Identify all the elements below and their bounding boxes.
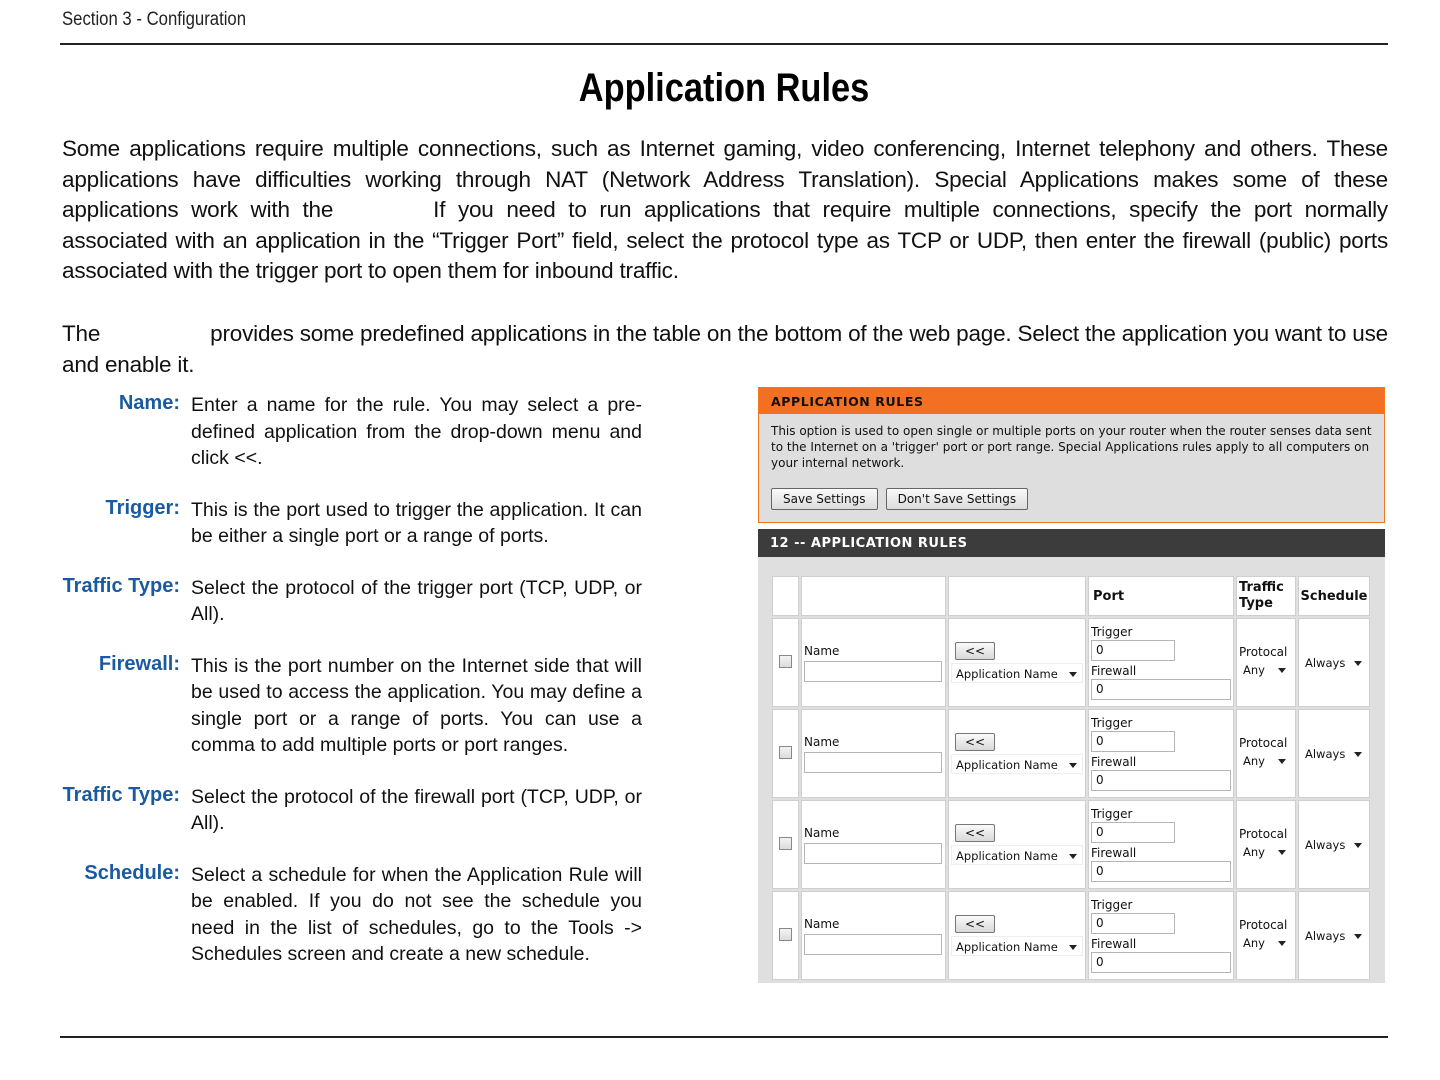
- protocol-value: Any: [1243, 936, 1265, 950]
- definition-schedule: [62, 862, 642, 968]
- dropdown-arrow-icon: [1354, 661, 1362, 666]
- trigger-port-input[interactable]: 0: [1091, 822, 1175, 843]
- firewall-port-input[interactable]: 0: [1091, 861, 1231, 882]
- trigger-port-input[interactable]: 0: [1091, 731, 1175, 752]
- dropdown-arrow-icon: [1278, 759, 1286, 764]
- copy-application-button[interactable]: <<: [955, 642, 995, 660]
- protocol-label: Protocal: [1239, 736, 1288, 750]
- router-screenshot: [758, 387, 1385, 983]
- page-title: Application Rules: [578, 66, 870, 110]
- definition-text: Select the protocol of the firewall port (TCP, UDP, or All).: [191, 785, 642, 834]
- firewall-port-input[interactable]: 0: [1091, 770, 1231, 791]
- column-port: Port: [1088, 576, 1234, 616]
- rule-enable-checkbox[interactable]: [779, 837, 792, 850]
- dropdown-arrow-icon: [1069, 854, 1077, 859]
- dropdown-arrow-icon: [1354, 934, 1362, 939]
- firewall-label: Firewall: [1091, 846, 1137, 860]
- bottom-rule: [60, 1036, 1388, 1038]
- rule-enable-checkbox[interactable]: [779, 655, 792, 668]
- panel-title: APPLICATION RULES: [759, 388, 1384, 414]
- table-row: [772, 800, 1370, 889]
- application-name-value: Application Name: [956, 849, 1058, 863]
- schedule-select[interactable]: [1301, 744, 1367, 764]
- intro-paragraph-1: [62, 134, 1388, 287]
- panel-description: This option is used to open single or multiple ports on your router when the router senses data sent to the Internet on a 'trigger' port or port range. Special Applications rules apply to all computers on your internal network.: [771, 424, 1372, 470]
- trigger-port-input[interactable]: 0: [1091, 640, 1175, 661]
- column-traffic-type: Traffic Type: [1236, 576, 1296, 616]
- definition-name: [62, 392, 642, 472]
- schedule-value: Always: [1305, 928, 1346, 943]
- dropdown-arrow-icon: [1278, 668, 1286, 673]
- schedule-value: Always: [1305, 655, 1346, 670]
- section-header: Section 3 - Configuration: [62, 9, 247, 30]
- protocol-select[interactable]: [1239, 660, 1291, 680]
- application-name-select[interactable]: [951, 663, 1083, 683]
- trigger-label: Trigger: [1091, 898, 1133, 912]
- protocol-value: Any: [1243, 663, 1265, 677]
- column-schedule: Schedule: [1298, 576, 1370, 616]
- application-name-value: Application Name: [956, 940, 1058, 954]
- rules-table-title: 12 -- APPLICATION RULES: [758, 529, 1385, 557]
- firewall-port-input[interactable]: 0: [1091, 952, 1231, 973]
- intro-paragraph-2: [62, 319, 1388, 380]
- firewall-port-input[interactable]: 0: [1091, 679, 1231, 700]
- name-label: Name: [804, 916, 840, 931]
- protocol-value: Any: [1243, 845, 1265, 859]
- rule-enable-checkbox[interactable]: [779, 928, 792, 941]
- rules-table: [770, 574, 1372, 982]
- protocol-value: Any: [1243, 754, 1265, 768]
- application-name-value: Application Name: [956, 667, 1058, 681]
- rules-table-area: [758, 557, 1385, 983]
- dropdown-arrow-icon: [1069, 672, 1077, 677]
- save-settings-button[interactable]: Save Settings: [771, 488, 878, 510]
- definition-term: Trigger:: [105, 496, 180, 519]
- definition-term: Name:: [118, 392, 180, 414]
- application-rules-panel: [758, 387, 1385, 523]
- table-row: [772, 709, 1370, 798]
- schedule-select[interactable]: [1301, 926, 1367, 946]
- intro-p1-part-a: Some applications require multiple connections, such as Internet gaming, video conferencing, Internet telephony and others. These applications have difficulties working through NAT (Network Address Translation). Special Applications makes some of these applications work with the: [62, 136, 1388, 222]
- schedule-value: Always: [1305, 837, 1346, 852]
- definition-firewall: [62, 653, 642, 759]
- dropdown-arrow-icon: [1278, 850, 1286, 855]
- trigger-label: Trigger: [1091, 807, 1133, 821]
- intro-p2-part-a: The: [62, 321, 101, 346]
- name-label: Name: [804, 643, 840, 658]
- name-input[interactable]: [804, 843, 942, 864]
- protocol-select[interactable]: [1239, 933, 1291, 953]
- trigger-label: Trigger: [1091, 625, 1133, 639]
- trigger-label: Trigger: [1091, 716, 1133, 730]
- firewall-label: Firewall: [1091, 755, 1137, 769]
- name-label: Name: [804, 734, 840, 749]
- dropdown-arrow-icon: [1069, 763, 1077, 768]
- top-rule: [60, 43, 1388, 45]
- protocol-label: Protocal: [1239, 918, 1288, 932]
- dropdown-arrow-icon: [1354, 752, 1362, 757]
- table-row: [772, 618, 1370, 707]
- definition-traffic-type-firewall: [62, 784, 642, 837]
- definition-term: Firewall:: [98, 652, 180, 675]
- table-header-row: [772, 576, 1370, 616]
- schedule-select[interactable]: [1301, 653, 1367, 673]
- definition-text: Select the protocol of the trigger port (TCP, UDP, or All).: [191, 576, 642, 625]
- definition-term: Traffic Type:: [62, 574, 180, 597]
- trigger-port-input[interactable]: 0: [1091, 913, 1175, 934]
- schedule-value: Always: [1305, 746, 1346, 761]
- protocol-select[interactable]: [1239, 751, 1291, 771]
- dropdown-arrow-icon: [1278, 941, 1286, 946]
- definition-term: Traffic Type:: [62, 783, 180, 806]
- application-name-select[interactable]: [951, 936, 1083, 956]
- application-name-value: Application Name: [956, 758, 1058, 772]
- definition-text: This is the port number on the Internet side that will be used to access the application. You may define a single port or a range of ports. You can use a comma to add multiple ports or port ranges.: [191, 654, 642, 756]
- intro-p2-part-b: provides some predefined applications in the table on the bottom of the web page. Select the application you want to use and enable it.: [62, 321, 1388, 377]
- name-label: Name: [804, 825, 840, 840]
- schedule-select[interactable]: [1301, 835, 1367, 855]
- rule-enable-checkbox[interactable]: [779, 746, 792, 759]
- dropdown-arrow-icon: [1069, 945, 1077, 950]
- name-input[interactable]: [804, 752, 942, 773]
- intro-p1-part-b: If you need to run applications that require multiple connections, specify the port normally associated with an application in the “Trigger Port” field, select the protocol type as TCP or UDP, then enter the firewall (public) ports associated with the trigger port to open them for inbound traffic.: [62, 197, 1388, 283]
- name-input[interactable]: [804, 934, 942, 955]
- definition-text: Enter a name for the rule. You may select a pre-defined application from the drop-down menu and click <<.: [191, 394, 642, 469]
- table-row: [772, 891, 1370, 980]
- protocol-label: Protocal: [1239, 827, 1288, 841]
- application-name-select[interactable]: [951, 845, 1083, 865]
- definition-list: [62, 392, 642, 968]
- definition-text: This is the port used to trigger the application. It can be either a single port or a range of ports.: [191, 498, 642, 547]
- application-name-select[interactable]: [951, 754, 1083, 774]
- dropdown-arrow-icon: [1354, 843, 1362, 848]
- name-input[interactable]: [804, 661, 942, 682]
- protocol-select[interactable]: [1239, 842, 1291, 862]
- firewall-label: Firewall: [1091, 664, 1137, 678]
- copy-application-button[interactable]: <<: [955, 915, 995, 933]
- protocol-label: Protocal: [1239, 645, 1288, 659]
- copy-application-button[interactable]: <<: [955, 824, 995, 842]
- definition-text: Select a schedule for when the Application Rule will be enabled. If you do not see the schedule you need in the list of schedules, go to the Tools -> Schedules screen and create a new schedule.: [191, 863, 642, 965]
- copy-application-button[interactable]: <<: [955, 733, 995, 751]
- definition-trigger: [62, 497, 642, 550]
- dont-save-settings-button[interactable]: Don't Save Settings: [886, 488, 1029, 510]
- definition-term: Schedule:: [84, 861, 180, 884]
- definition-traffic-type-trigger: [62, 575, 642, 628]
- firewall-label: Firewall: [1091, 937, 1137, 951]
